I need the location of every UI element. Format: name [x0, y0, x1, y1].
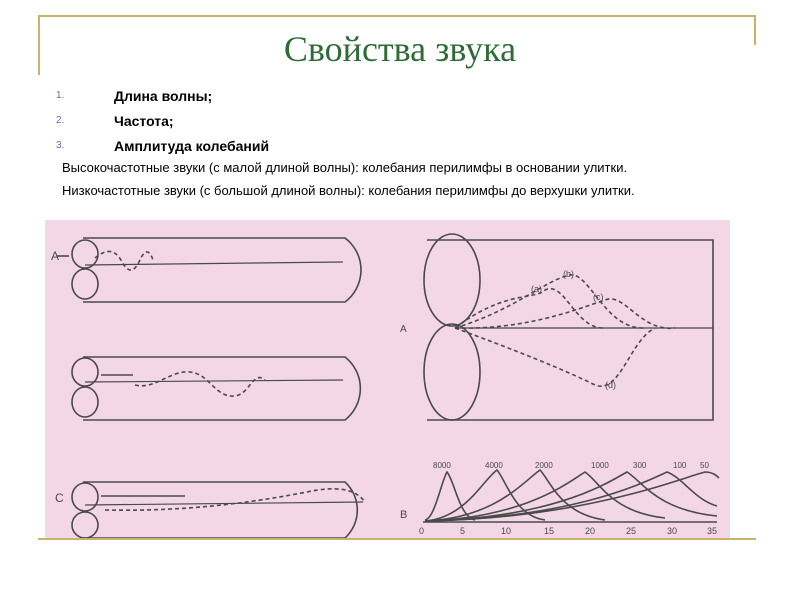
axis-tick-label: 35 [707, 526, 718, 536]
panel-label-a: A [51, 249, 60, 263]
frequency-label: 50 [700, 461, 709, 470]
axis-tick-label: 15 [544, 526, 555, 536]
list-item-text: Амплитуда колебаний [114, 138, 270, 154]
curve-label-d: (d) [605, 380, 616, 390]
list-number: 3. [56, 140, 65, 151]
figure-background [45, 220, 730, 538]
axis-tick-label: 20 [585, 526, 596, 536]
frame-top-line [38, 15, 756, 17]
panel-label-b: B [400, 509, 408, 521]
panel-label-right-a: A [400, 324, 407, 335]
axis-tick-label: 0 [419, 526, 425, 536]
frequency-label: 8000 [433, 461, 451, 470]
low-frequency-text: Низкочастотные звуки (с большой длиной волны): колебания перилимфы до верхушки улитки. [62, 183, 635, 198]
list-item-text: Длина волны; [114, 88, 213, 104]
curve-label-a: (a) [531, 284, 542, 294]
list-number: 2. [56, 115, 65, 126]
axis-tick-label: 5 [460, 526, 466, 536]
frequency-label: 1000 [591, 461, 609, 470]
frequency-label: 300 [633, 461, 647, 470]
frequency-label: 4000 [485, 461, 503, 470]
high-frequency-text: Высокочастотные звуки (с малой длиной волны): колебания перилимфы в основании улитки. [62, 160, 628, 175]
frequency-label: 2000 [535, 461, 553, 470]
cochlea-diagram [45, 220, 730, 538]
axis-tick-label: 25 [626, 526, 637, 536]
list-number: 1. [56, 90, 65, 101]
axis-tick-label: 10 [501, 526, 512, 536]
frequency-label: 100 [673, 461, 687, 470]
curve-label-b: (b) [563, 269, 574, 279]
cochlea-figure [45, 220, 730, 538]
axis-tick-label: 30 [667, 526, 678, 536]
panel-label-c: C [55, 491, 64, 505]
slide-title: Свойства звука [283, 29, 517, 69]
curve-label-c: (c) [593, 292, 604, 302]
frame-bottom-line [38, 538, 756, 540]
list-item-text: Частота; [114, 113, 174, 129]
